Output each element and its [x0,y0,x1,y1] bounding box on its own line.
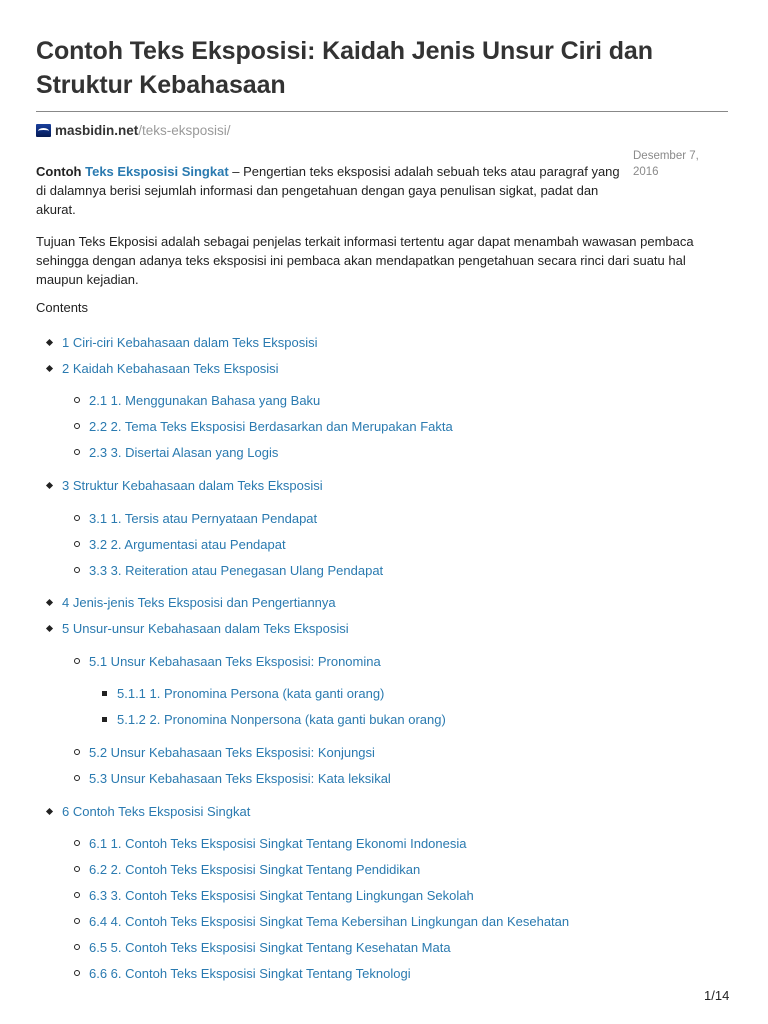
toc-item[interactable] [89,444,278,462]
toc-bullet-icon [74,658,80,664]
toc-link[interactable]: 1 Ciri-ciri Kebahasaan dalam Teks Eksposisi [62,335,318,350]
toc-item[interactable] [89,562,383,580]
toc-link[interactable]: 5.1.2 2. Pronomina Nonpersona (kata ganti bukan orang) [117,712,446,727]
source-line[interactable] [36,121,728,139]
toc-bullet-icon [46,625,53,632]
toc-bullet-icon [74,840,80,846]
intro-link[interactable]: Teks Eksposisi Singkat [85,164,229,179]
toc-item[interactable] [89,510,317,528]
toc-item[interactable] [89,392,320,410]
page-number: 1/14 [704,988,730,1003]
toc-bullet-icon [74,423,80,429]
toc-link[interactable]: 3.1 1. Tersis atau Pernyataan Pendapat [89,511,318,526]
toc-bullet-icon [46,482,53,489]
source-path[interactable]: /teks-eksposisi/ [138,122,231,138]
toc-link[interactable]: 6.2 2. Contoh Teks Eksposisi Singkat Tentang Pendidikan [89,862,421,877]
toc-link[interactable]: 6 Contoh Teks Eksposisi Singkat [62,804,251,819]
toc-bullet-icon [74,918,80,924]
toc-bullet-icon [46,599,53,606]
toc-item[interactable] [62,803,250,821]
source-domain[interactable]: masbidin.net [55,122,139,138]
post-date: Desember 7, 2016 [633,150,699,178]
toc-item[interactable] [117,685,384,703]
toc-bullet-icon [74,775,80,781]
toc-item[interactable] [89,861,420,879]
toc-bullet-icon [102,717,107,722]
toc-link[interactable]: 3.3 3. Reiteration atau Penegasan Ulang Pendapat [89,563,384,578]
page-title: Contoh Teks Eksposisi: Kaidah Jenis Unsur Ciri dan Struktur Kebahasaan [36,37,653,99]
toc-item[interactable] [117,711,446,729]
toc-item[interactable] [89,770,391,788]
toc-link[interactable]: 6.1 1. Contoh Teks Eksposisi Singkat Tentang Ekonomi Indonesia [89,836,467,851]
toc-bullet-icon [74,866,80,872]
toc-item[interactable] [89,939,451,957]
toc-link[interactable]: 2.2 2. Tema Teks Eksposisi Berdasarkan dan Merupakan Fakta [89,419,453,434]
intro-lead: Contoh [36,164,82,179]
toc-bullet-icon [74,892,80,898]
toc-link[interactable]: 2.3 3. Disertai Alasan yang Logis [89,445,279,460]
toc-bullet-icon [74,970,80,976]
purpose-paragraph: Tujuan Teks Ekposisi adalah sebagai penjelas terkait informasi tertentu agar dapat menambah wawasan pembaca sehingga dengan adanya teks eksposisi ini pembaca akan mendapatkan pengetahuan secara rinci dari suatu hal maupun kejadian. [36,234,694,287]
toc-item[interactable] [89,835,466,853]
toc-item[interactable] [62,477,323,495]
toc-item[interactable] [62,360,279,378]
toc-link[interactable]: 4 Jenis-jenis Teks Eksposisi dan Pengertiannya [62,595,336,610]
toc-bullet-icon [46,365,53,372]
toc-item[interactable] [89,965,411,983]
toc-link[interactable]: 5.1 Unsur Kebahasaan Teks Eksposisi: Pronomina [89,654,381,669]
toc-link[interactable]: 5.2 Unsur Kebahasaan Teks Eksposisi: Konjungsi [89,745,375,760]
toc-item[interactable] [89,887,474,905]
toc-bullet-icon [46,339,53,346]
toc-bullet-icon [74,397,80,403]
page-header [36,34,728,139]
toc-bullet-icon [74,567,80,573]
toc-item[interactable] [62,594,336,612]
toc-item[interactable] [62,620,349,638]
toc-link[interactable]: 6.5 5. Contoh Teks Eksposisi Singkat Tentang Kesehatan Mata [89,940,451,955]
contents-heading: Contents [36,300,89,315]
title-divider [36,111,728,112]
intro-paragraph [36,162,630,219]
toc-link[interactable]: 2 Kaidah Kebahasaan Teks Eksposisi [62,361,279,376]
intro-text: – Pengertian teks eksposisi adalah sebuah teks atau paragraf yang di dalamnya berisi sejumlah informasi dan pengetahuan dengan gaya penulisan sigkat, padat dan akurat. [36,164,620,217]
site-favicon-icon [36,124,51,137]
toc-link[interactable]: 5.1.1 1. Pronomina Persona (kata ganti orang) [117,686,385,701]
toc-item[interactable] [89,913,569,931]
toc-link[interactable]: 5 Unsur-unsur Kebahasaan dalam Teks Eksposisi [62,621,349,636]
toc-bullet-icon [74,515,80,521]
toc-item[interactable] [62,334,318,352]
toc-item[interactable] [89,744,375,762]
toc-link[interactable]: 5.3 Unsur Kebahasaan Teks Eksposisi: Kata leksikal [89,771,391,786]
toc-link[interactable]: 3 Struktur Kebahasaan dalam Teks Eksposisi [62,478,323,493]
toc-item[interactable] [89,536,286,554]
toc-bullet-icon [74,541,80,547]
toc-bullet-icon [74,449,80,455]
toc-bullet-icon [74,749,80,755]
toc-bullet-icon [102,691,107,696]
toc-link[interactable]: 3.2 2. Argumentasi atau Pendapat [89,537,286,552]
toc-link[interactable]: 6.4 4. Contoh Teks Eksposisi Singkat Tema Kebersihan Lingkungan dan Kesehatan [89,914,570,929]
toc-link[interactable]: 6.6 6. Contoh Teks Eksposisi Singkat Tentang Teknologi [89,966,411,981]
toc-item[interactable] [89,653,381,671]
toc-item[interactable] [89,418,453,436]
toc-link[interactable]: 6.3 3. Contoh Teks Eksposisi Singkat Tentang Lingkungan Sekolah [89,888,474,903]
toc-link[interactable]: 2.1 1. Menggunakan Bahasa yang Baku [89,393,321,408]
toc-bullet-icon [46,808,53,815]
toc-bullet-icon [74,944,80,950]
